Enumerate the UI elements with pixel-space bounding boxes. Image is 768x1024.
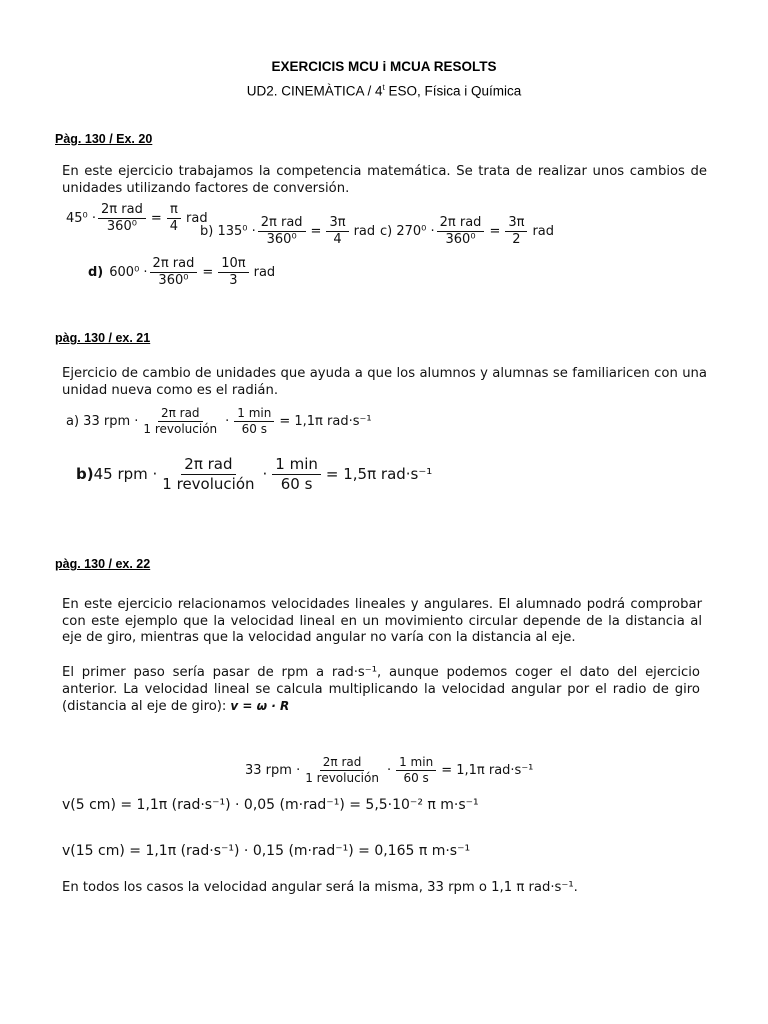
- ex21-heading: pàg. 130 / ex. 21: [55, 331, 151, 345]
- ex20-a-equation: 45⁰ · $\frac{\text{2π rad}}{\text{360⁰}}$ = $\frac{\pi}{4}$ rad: [66, 202, 208, 235]
- ex22-intro-2: El primer paso sería pasar de rpm a rad·s⁻¹, aunque podemos coger el dato del ejercicio anterior. La velocidad lineal se calcula multiplicando la velocidad angular por el radio de giro (distancia al eje de giro): v = ω · R: [62, 665, 700, 715]
- ex20-b-equation: b) 135⁰ · $\frac{\text{2π rad}}{\text{360⁰}}$ = $\frac{3\pi}{4}$ rad: [200, 215, 376, 248]
- ex21-intro: Ejercicio de cambio de unidades que ayuda a que los alumnos y alumnas se familiaricen con una unidad nueva como es el radián.: [62, 366, 707, 398]
- ex22-conclusion: En todos los casos la velocidad angular será la misma, 33 rpm o 1,1 π rad·s⁻¹.: [62, 880, 578, 895]
- ex22-intro-1: En este ejercicio relacionamos velocidades lineales y angulares. El alumnado podrá comprobar con este ejemplo que la velocidad lineal en un movimiento circular depende de la distancia al eje de giro, mientras que la velocidad angular no varía con la distancia al eje.: [62, 597, 702, 646]
- ex22-v5-equation: v(5 cm) = 1,1π (rad·s⁻¹) · 0,05 (m·rad⁻¹) = 5,5·10⁻² π m·s⁻¹: [62, 797, 479, 813]
- ex21-b-equation: b) 45 rpm · $\frac{\text{2π rad}}{\text{1 revolución}}$ · $\frac{1 \min}{60 s}$ = 1,5π rad·s⁻¹: [76, 455, 433, 493]
- ex20-d-equation: d) 600⁰ · $\frac{\text{2π rad}}{\text{360⁰}}$ = $\frac{10\pi}{3}$ rad: [88, 256, 276, 289]
- ex22-v15-equation: v(15 cm) = 1,1π (rad·s⁻¹) · 0,15 (m·rad⁻¹) = 0,165 π m·s⁻¹: [62, 843, 471, 859]
- ex21-a-equation: a) 33 rpm · $\frac{\text{2π rad}}{\text{1 revolución}}$ · $\frac{1 \min}{60 s}$ = 1,1π rad·s⁻¹: [66, 406, 372, 437]
- ex22-heading: pàg. 130 / ex. 22: [55, 557, 151, 571]
- document-subtitle: UD2. CINEMÀTICA / 4$^t$ ESO, Física i Química: [246, 83, 522, 99]
- ex20-intro: En este ejercicio trabajamos la competencia matemática. Se trata de realizar unos cambios de unidades utilizando factores de conversión.: [62, 164, 707, 196]
- document-title: EXERCICIS MCU i MCUA RESOLTS: [271, 59, 497, 74]
- ex22-conversion-equation: 33 rpm · $\frac{\text{2π rad}}{\text{1 revolución}}$ · $\frac{1 \min}{60 s}$ = 1,1π rad·s⁻¹: [245, 755, 534, 786]
- ex20-heading: Pàg. 130 / Ex. 20: [55, 132, 153, 146]
- ex20-c-equation: c) 270⁰ · $\frac{\text{2π rad}}{\text{360⁰}}$ = $\frac{3\pi}{2}$ rad: [380, 215, 555, 248]
